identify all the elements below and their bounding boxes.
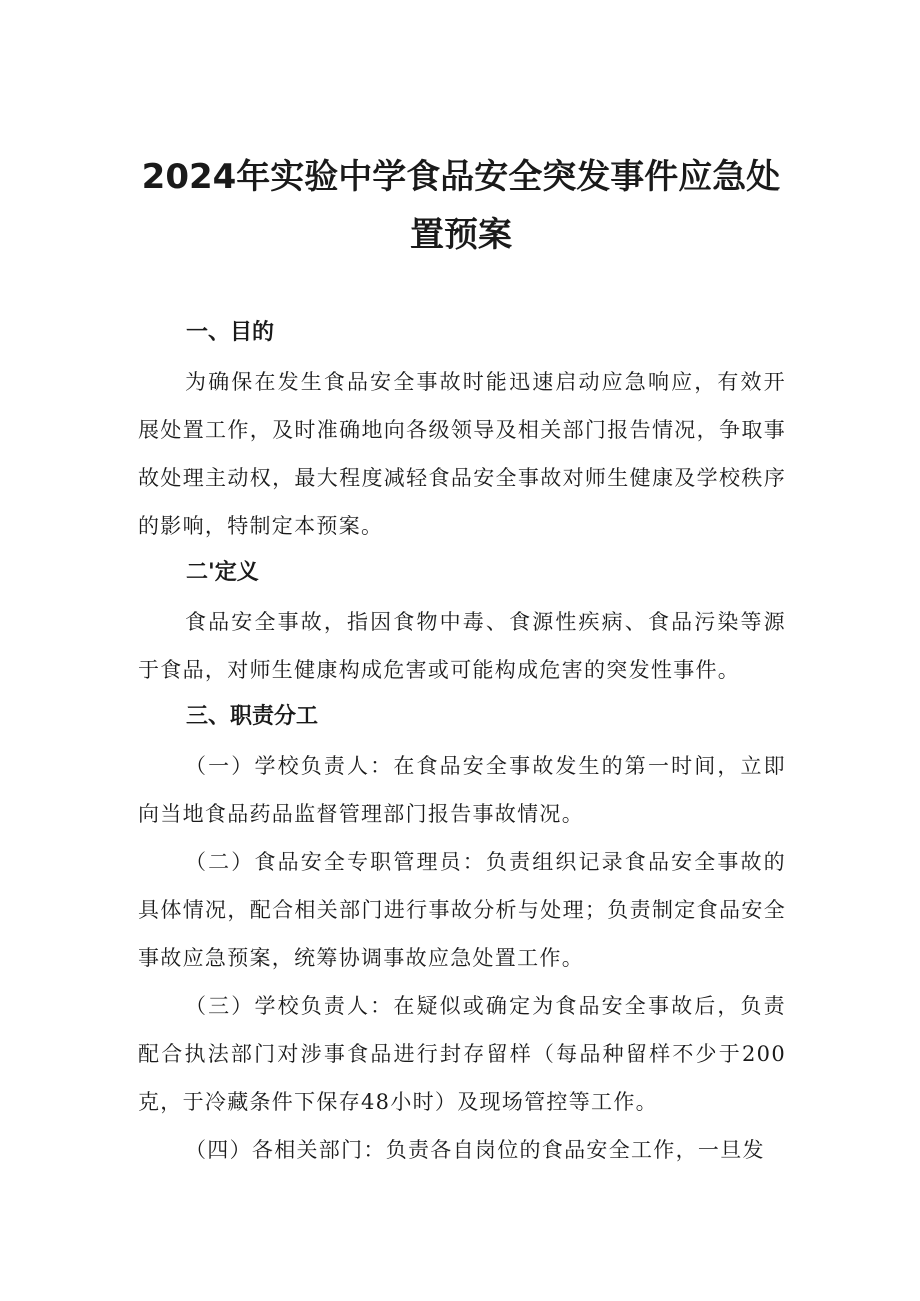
paragraph-purpose: 为确保在发生食品安全事故时能迅速启动应急响应，有效开展处置工作，及时准确地向各级领导及相关部门报告情况，争取事故处理主动权，最大程度减轻食品安全事故对师生健康及学校秩序的影响，特制定本预案。: [138, 370, 786, 538]
paragraph-duty-2: （二）食品安全专职管理员：负责组织记录食品安全事故的具体情况，配合相关部门进行事故分析与处理；负责制定食品安全事故应急预案，统筹协调事故应急处置工作。: [138, 850, 786, 970]
paragraph-duty-1: （一）学校负责人：在食品安全事故发生的第一时间，立即向当地食品药品监督管理部门报告事故情况。: [138, 754, 786, 826]
document-title: [138, 148, 784, 264]
paragraph-definition: 食品安全事故，指因食物中毒、食源性疾病、食品污染等源于食品，对师生健康构成危害或可能构成危害的突发性事件。: [138, 610, 786, 682]
section-heading-definition: 二'定义: [186, 560, 259, 585]
section-heading-purpose: 一、目的: [186, 320, 275, 345]
paragraph-duty-4: （四）各相关部门：负责各自岗位的食品安全工作，一旦发: [185, 1138, 765, 1162]
paragraph-duty-3: （三）学校负责人：在疑似或确定为食品安全事故后，负责配合执法部门对涉事食品进行封存留样（每品种留样不少于200克，于冷藏条件下保存48小时）及现场管控等工作。: [138, 994, 786, 1114]
section-heading-duties: 三、职责分工: [186, 704, 319, 729]
title-line-1: 2024年实验中学食品安全突发事件应急处: [141, 157, 781, 197]
title-line-2: 置预案: [410, 215, 512, 255]
